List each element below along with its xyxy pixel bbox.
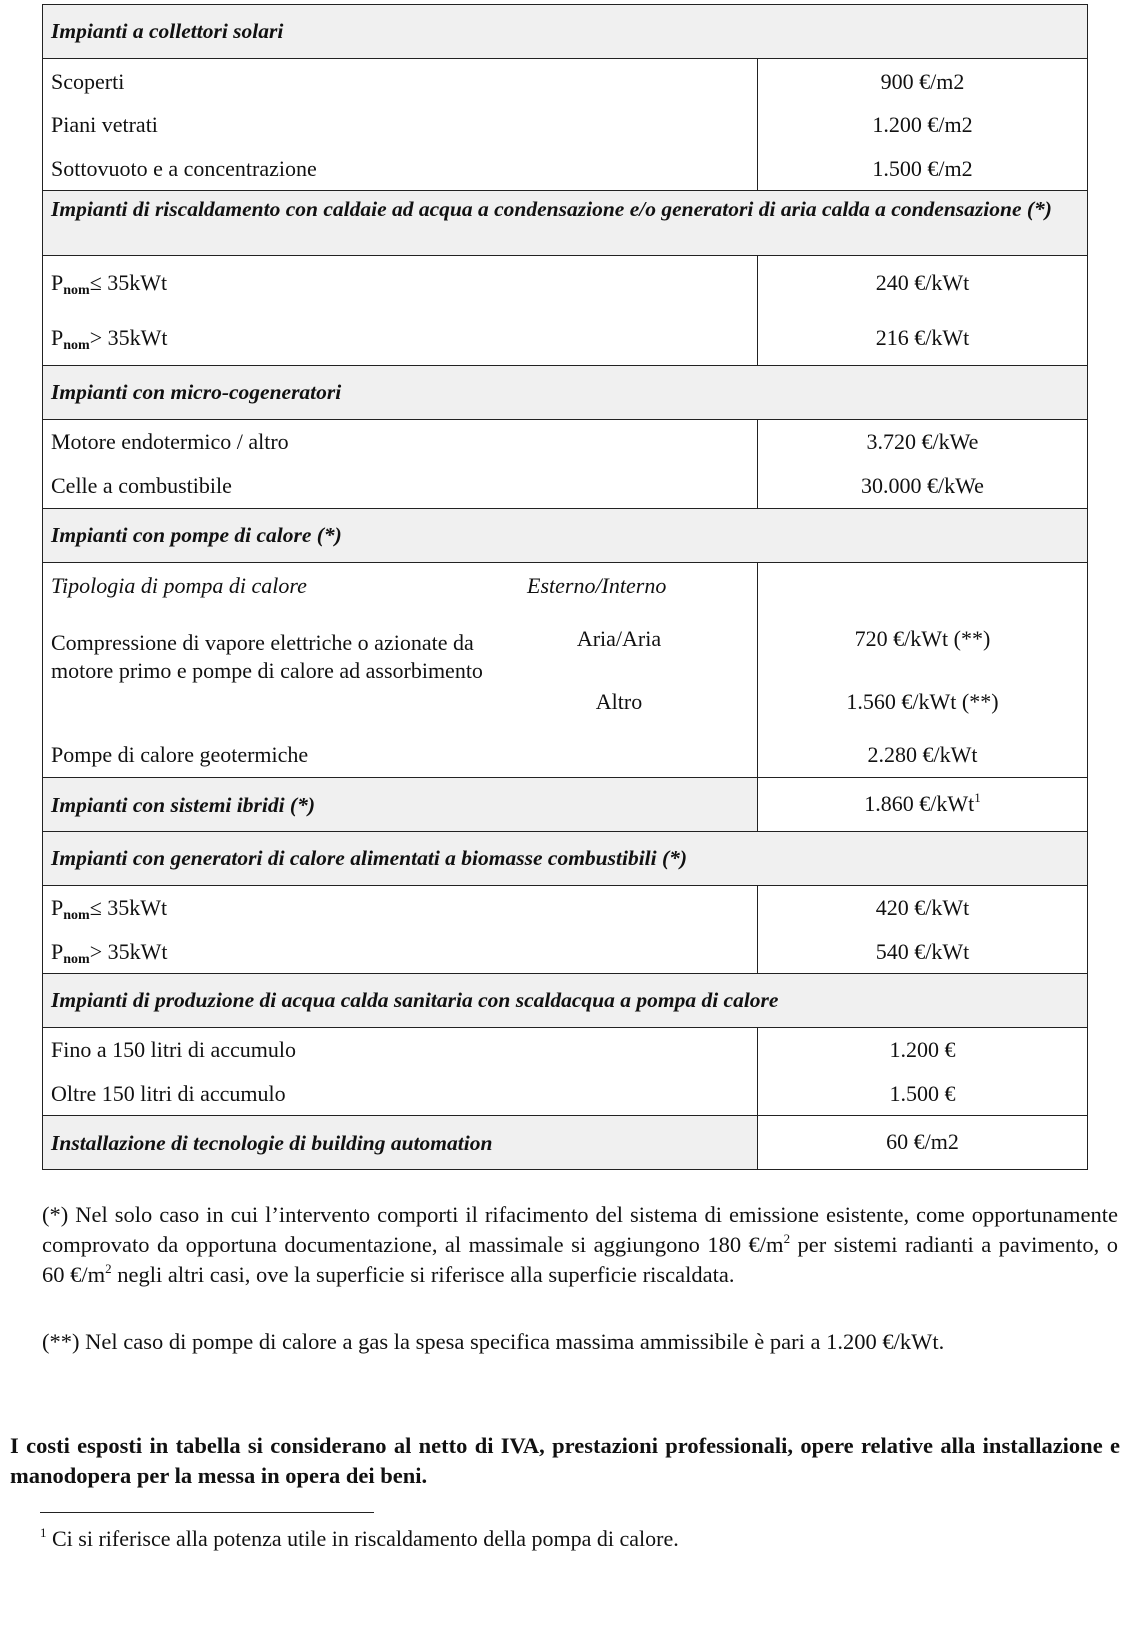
row-value: 240 €/kWt <box>875 270 970 295</box>
section-body-heatpumps <box>43 563 1087 778</box>
section-automation <box>43 1116 1087 1170</box>
section-header-boilers <box>43 191 1087 256</box>
row-value: 1.500 € <box>889 1081 956 1106</box>
section-title: Impianti con sistemi ibridi (*) <box>51 793 315 817</box>
column-header-ext-int: Esterno/Interno <box>527 573 667 598</box>
aria-label: Aria/Aria <box>576 626 662 651</box>
row-label: Oltre 150 litri di accumulo <box>51 1081 286 1106</box>
row-value: 216 €/kWt <box>875 325 970 350</box>
row-value: 1.200 €/m2 <box>872 112 973 137</box>
note-double-asterisk: (**) Nel caso di pompe di calore a gas la spesa specifica massima ammissibile è pari a 1.200 €/kWt. <box>42 1329 945 1354</box>
compression-label: Compressione di vapore elettriche o azionate da motore primo e pompe di calore ad assorbimento <box>51 630 483 683</box>
row-value: 30.000 €/kWe <box>861 473 984 498</box>
row-label: Fino a 150 litri di accumulo <box>51 1037 297 1062</box>
row-value: 900 €/m2 <box>880 69 965 94</box>
row-label: Piani vetrati <box>51 112 158 137</box>
section-title: Impianti con micro-cogeneratori <box>51 380 342 404</box>
section-body-water <box>43 1028 1087 1116</box>
power-condition: $P_{nom}\le 35kWt$ <box>51 895 168 923</box>
section-header-solar <box>43 5 1087 59</box>
altro-label: Altro <box>595 689 643 714</box>
row-value: 540 €/kWt <box>875 939 970 964</box>
final-statement: I costi esposti in tabella si considerano al netto di IVA, prestazioni professionali, opere relative alla installazione e manodopera per la messa in opera dei beni. <box>10 1433 1120 1488</box>
section-hybrid <box>43 778 1087 832</box>
footnote-rule <box>40 1512 374 1513</box>
section-title: Impianti a collettori solari <box>51 19 284 43</box>
geo-value: 2.280 €/kWt <box>867 742 978 767</box>
footnote: $^1$ Ci si riferisce alla potenza utile in riscaldamento della pompa di calore. <box>40 1525 679 1551</box>
altro-value: 1.560 €/kWt (**) <box>846 689 999 714</box>
section-header-heatpumps <box>43 509 1087 563</box>
power-condition: $P_{nom}> 35kWt$ <box>51 939 168 967</box>
row-label: Motore endotermico / altro <box>51 429 289 454</box>
row-label: Sottovuoto e a concentrazione <box>51 156 317 181</box>
power-condition: $P_{nom}\le 35kWt$ <box>51 270 168 298</box>
section-body-solar <box>43 59 1087 191</box>
section-title: Impianti di riscaldamento con caldaie ad acqua a condensazione e/o generatori di aria calda a condensazione (*) <box>51 197 1052 221</box>
section-body-cogen <box>43 420 1087 509</box>
section-body-biomass <box>43 886 1087 974</box>
section-title: Impianti con pompe di calore (*) <box>51 523 342 547</box>
section-header-cogen <box>43 366 1087 420</box>
row-value: 1.500 €/m2 <box>872 156 973 181</box>
hybrid-value: 1.860 €/kWt$^1$ <box>864 790 981 816</box>
section-title: Installazione di tecnologie di building automation <box>51 1131 493 1155</box>
section-title: Impianti con generatori di calore alimentati a biomasse combustibili (*) <box>51 846 688 870</box>
row-label: Scoperti <box>51 69 125 94</box>
automation-value: 60 €/m2 <box>886 1129 959 1154</box>
section-header-biomass <box>43 832 1087 886</box>
power-condition: $P_{nom}> 35kWt$ <box>51 325 168 353</box>
row-value: 1.200 € <box>889 1037 956 1062</box>
row-value: 420 €/kWt <box>875 895 970 920</box>
cost-table <box>42 4 1088 1170</box>
section-header-water <box>43 974 1087 1028</box>
section-title: Impianti di produzione di acqua calda sanitaria con scaldacqua a pompa di calore <box>51 988 779 1012</box>
note-single-asterisk: (*) Nel solo caso in cui l’intervento comporti il rifacimento del sistema di emissione esistente, come opportunamente comprovato da opportuna documentazione, al massimale si aggiungono 180 $€/m^2$ per sistemi radianti a pavimento, o 60 $€/m^2$ negli altri casi, ove la superficie si riferisce alla superficie riscaldata. <box>42 1202 1118 1287</box>
section-body-boilers <box>43 256 1087 366</box>
row-value: 3.720 €/kWe <box>866 429 979 454</box>
row-label: Celle a combustibile <box>51 473 232 498</box>
aria-value: 720 €/kWt (**) <box>854 626 991 651</box>
geo-label: Pompe di calore geotermiche <box>51 742 309 767</box>
column-header-type: Tipologia di pompa di calore <box>51 573 307 598</box>
